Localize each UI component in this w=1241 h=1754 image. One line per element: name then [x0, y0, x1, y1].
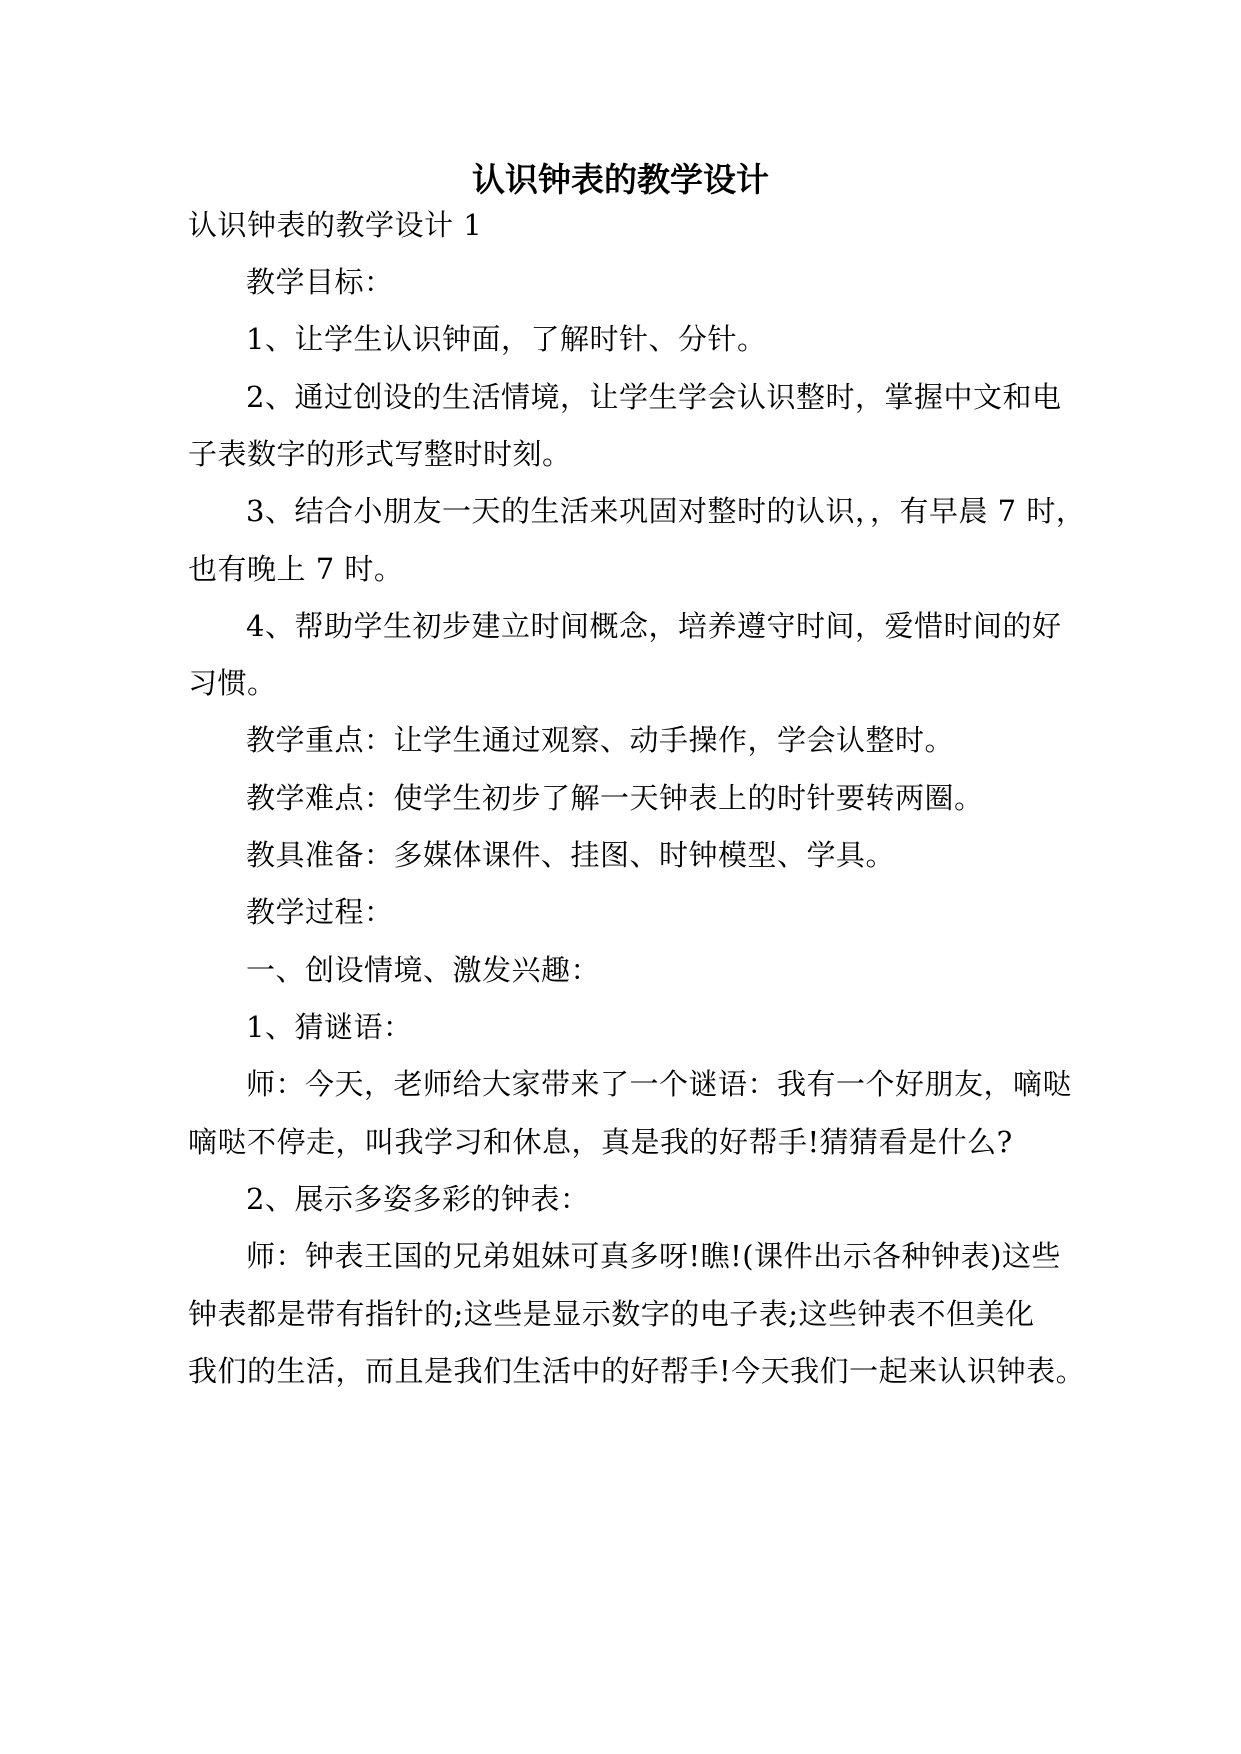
paragraph-line: 嘀哒不停走，叫我学习和休息，真是我的好帮手!猜猜看是什么?: [188, 1125, 1013, 1159]
paragraph-line: 一、创设情境、激发兴趣：: [246, 953, 601, 987]
paragraph-line: 习惯。: [188, 666, 277, 700]
paragraph-line: 师：今天，老师给大家带来了一个谜语：我有一个好朋友，嘀哒: [246, 1067, 1073, 1101]
paragraph-line: 师：钟表王国的兄弟姐妹可真多呀!瞧!(课件出示各种钟表)这些: [246, 1239, 1061, 1273]
paragraph-line: 我们的生活，而且是我们生活中的好帮手!今天我们一起来认识钟表。: [188, 1354, 1086, 1388]
paragraph-line: 钟表都是带有指针的;这些是显示数字的电子表;这些钟表不但美化: [188, 1297, 1035, 1331]
paragraph-line: 1、让学生认识钟面，了解时针、分针。: [246, 322, 767, 356]
paragraph-line: 教具准备：多媒体课件、挂图、时钟模型、学具。: [246, 838, 896, 872]
paragraph-line: 1、猜谜语：: [246, 1010, 413, 1044]
section-heading: 认识钟表的教学设计 1: [188, 208, 483, 242]
paragraph-line: 2、展示多姿多彩的钟表：: [246, 1182, 590, 1216]
paragraph-line: 教学过程：: [246, 895, 394, 929]
document-title: 认识钟表的教学设计: [472, 160, 769, 199]
paragraph-line: 教学难点：使学生初步了解一天钟表上的时针要转两圈。: [246, 781, 984, 815]
paragraph-line: 也有晚上 7 时。: [188, 552, 404, 586]
paragraph-line: 教学重点：让学生通过观察、动手操作，学会认整时。: [246, 723, 955, 757]
paragraph-line: 4、帮助学生初步建立时间概念，培养遵守时间，爱惜时间的好: [246, 609, 1062, 643]
paragraph-line: 3、结合小朋友一天的生活来巩固对整时的认识，，有早晨 7 时，: [246, 494, 1086, 528]
paragraph-line: 2、通过创设的生活情境，让学生学会认识整时，掌握中文和电: [246, 380, 1062, 414]
paragraph-line: 子表数字的形式写整时时刻。: [188, 437, 572, 471]
paragraph-line: 教学目标：: [246, 265, 394, 299]
